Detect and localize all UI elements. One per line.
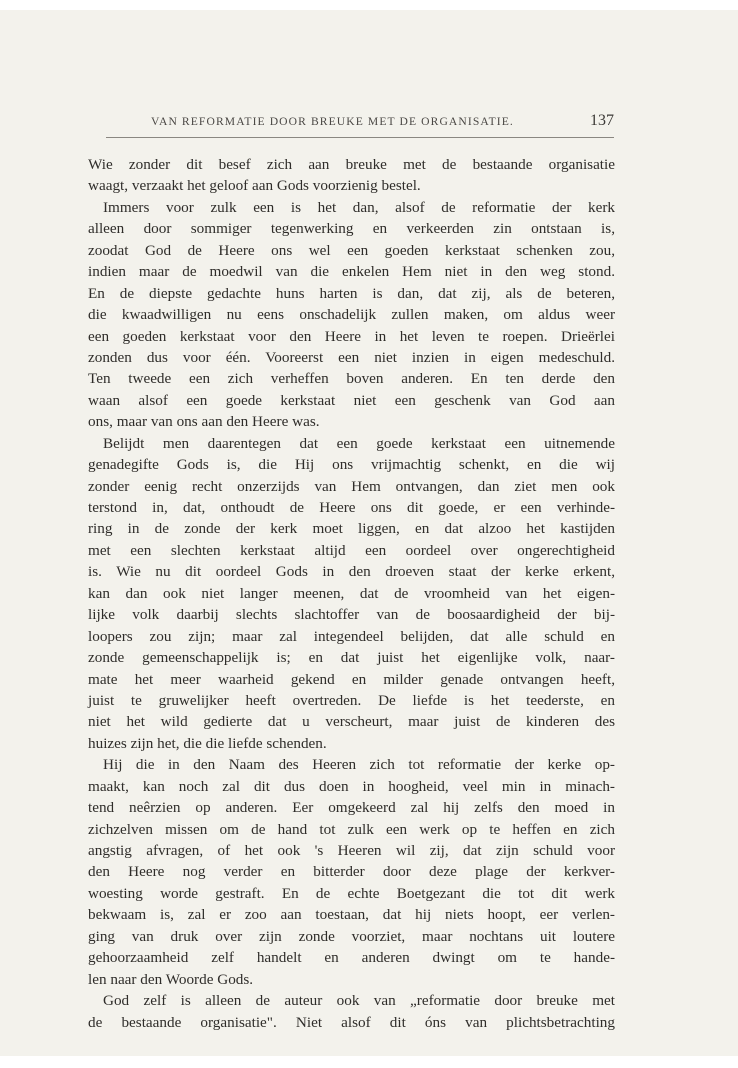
text-line: de bestaande organisatie". Niet alsof dit óns van plichtsbetrachting [88, 1013, 615, 1031]
text-line: En de diepste gedachte huns harten is dan, dat zij, als de beteren, [88, 284, 615, 302]
text-line: ring in de zonde der kerk moet liggen, en dat alzoo het kastijden [88, 520, 615, 538]
body-text [88, 154, 615, 1033]
text-line: waan alsof een goede kerkstaat niet een geschenk van God aan [88, 391, 615, 409]
text-line: met een slechten kerkstaat altijd een oordeel over ongerechtigheid [88, 541, 615, 559]
text-line: niet het wild gedierte dat u verscheurt, maar juist de kinderen des [88, 713, 615, 731]
text-line: zichzelven missen om de hand tot zulk een werk op te heffen en zich [88, 820, 615, 838]
text-line: Belijdt men daarentegen dat een goede kerkstaat een uitnemende [103, 434, 615, 452]
scan-top-margin [0, 0, 738, 10]
text-line: Immers voor zulk een is het dan, alsof de reformatie der kerk [103, 198, 615, 216]
text-line: genadegifte Gods is, die Hij ons vrijmachtig schenkt, en die wij [88, 456, 615, 474]
text-line: een goeden kerkstaat voor den Heere in het leven te roepen. Drieërlei [88, 327, 615, 345]
text-line: zoodat God de Heere ons wel een goeden kerkstaat schenken zou, [88, 241, 615, 259]
text-line: ons, maar van ons aan den Heere was. [88, 413, 320, 431]
text-line: angstig afvragen, of het ook 's Heeren wil zij, dat zijn schuld voor [88, 842, 615, 859]
text-line: is. Wie nu dit oordeel Gods in den droeven staat der kerke erkent, [88, 563, 615, 581]
text-line: juist te gruwelijker heeft overtreden. De liefde is het teederste, en [88, 691, 615, 709]
text-line: God zelf is alleen de auteur ook van „reformatie door breuke met [103, 992, 615, 1010]
text-line: zonder eenig recht onzerzijds van Hem ontvangen, dan ziet men ook [88, 477, 615, 495]
text-line: lijke volk daarbij slechts slachtoffer van de boosaardigheid der bij- [88, 606, 615, 624]
text-line: kan dan ook niet langer meenen, dat de vroomheid van het eigen- [88, 584, 615, 602]
text-line: woesting worde gestraft. En de echte Boetgezant die tot dit werk [88, 884, 615, 902]
text-line: huizes zijn het, die die liefde schenden. [88, 734, 327, 752]
text-line: zonden dus voor één. Vooreerst een niet inzien in eigen medeschuld. [88, 348, 615, 366]
running-header [106, 112, 614, 136]
text-line: indien maar de moedwil van die enkelen Hem niet in den weg stond. [88, 263, 615, 281]
text-line: Ten tweede een zich verheffen boven anderen. En ten derde den [88, 370, 615, 388]
text-line: zonde gemeenschappelijk is; en dat juist het eigenlijke volk, naar- [88, 649, 615, 667]
header-rule [106, 137, 614, 138]
text-line: maakt, kan noch zal dit dus doen in hoogheid, veel min in minach- [88, 777, 615, 795]
text-line: bekwaam is, zal er zoo aan toestaan, dat hij niets hoopt, eer verlen- [88, 906, 615, 924]
text-line: terstond in, dat, onthoudt de Heere ons dit goede, er een verhinde- [88, 499, 615, 516]
text-line: loopers zou zijn; maar zal integendeel belijden, dat alle schuld en [88, 627, 615, 645]
text-line: alleen door sommiger tegenwerking en verkeerden zin ontstaan is, [88, 220, 615, 238]
text-line: ging van druk over zijn zonde voorziet, maar nochtans uit loutere [88, 927, 615, 945]
text-line: den Heere nog verder en bitterder door deze plage der kerkver- [88, 863, 615, 881]
text-line: tend neêrzien op anderen. Eer omgekeerd zal hij zelfs den moed in [88, 799, 615, 817]
text-line: die kwaadwilligen nu eens onschadelijk zullen maken, om aldus weer [88, 306, 615, 324]
text-line: mate het meer waarheid gekend en milder genade ontvangen heeft, [88, 670, 615, 688]
scan-bottom-margin [0, 1056, 738, 1068]
running-title: VAN REFORMATIE DOOR BREUKE MET DE ORGANISATIE. [151, 115, 514, 128]
text-line: len naar den Woorde Gods. [88, 970, 254, 988]
text-line: waagt, verzaakt het geloof aan Gods voorzienig bestel. [88, 177, 421, 195]
page-number: 137 [590, 112, 614, 129]
text-line: Wie zonder dit besef zich aan breuke met de bestaande organisatie [88, 156, 615, 173]
text-line: gehoorzaamheid zelf handelt en anderen dwingt om te hande- [88, 949, 615, 967]
text-line: Hij die in den Naam des Heeren zich tot reformatie der kerke op- [103, 756, 615, 774]
